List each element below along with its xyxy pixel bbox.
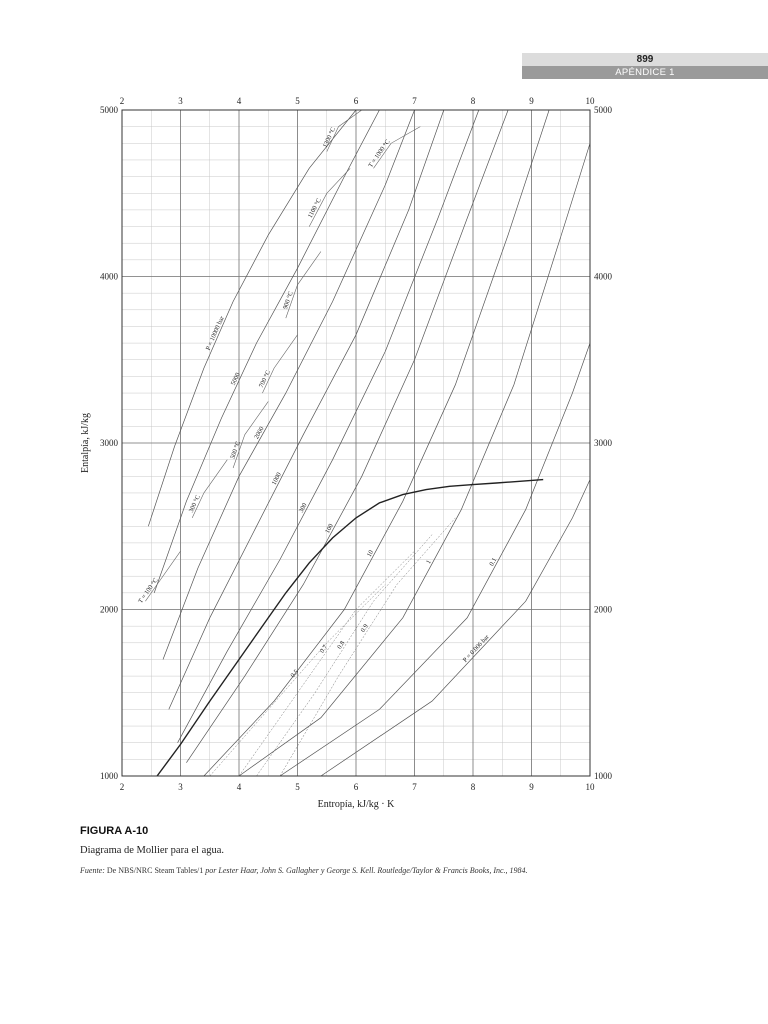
isobar-line <box>154 110 379 593</box>
isotherm-label: 300 °C <box>187 494 202 514</box>
source-prefix: Fuente: <box>80 866 105 875</box>
x-axis-label: Entropía, kJ/kg · K <box>317 799 395 810</box>
x-tick-label-bottom: 7 <box>412 782 417 792</box>
isotherm-label: 700 °C <box>258 369 273 389</box>
isobar-label: 5000 <box>229 371 242 387</box>
y-tick-label-left: 1000 <box>100 771 118 781</box>
x-tick-label-bottom: 4 <box>236 782 242 792</box>
isobar-line <box>148 110 356 526</box>
x-tick-label-top: 9 <box>529 96 534 106</box>
x-tick-label-top: 4 <box>236 96 242 106</box>
isobar-label: P = 0.006 bar <box>461 633 491 664</box>
y-tick-label-left: 3000 <box>100 438 118 448</box>
x-tick-label-bottom: 9 <box>529 782 534 792</box>
isobar-label: 10 <box>365 549 376 559</box>
appendix-section: APÉNDICE 1 <box>522 66 768 79</box>
x-tick-label-bottom: 6 <box>353 782 359 792</box>
y-tick-label-right: 5000 <box>594 105 612 115</box>
quality-label: 0.5 <box>289 668 301 680</box>
y-tick-label-right: 1000 <box>594 771 612 781</box>
quality-label: 0.8 <box>336 639 347 651</box>
isotherm-line <box>262 335 297 393</box>
isobar-label: 2000 <box>253 425 266 441</box>
source-rest: por Lester Haar, John S. Gallagher y George S. Kell. Routledge/Taylor & Francis Books, Inc., 1984. <box>205 866 528 875</box>
y-tick-label-right: 4000 <box>594 271 612 282</box>
isotherm-label: 1100 °C <box>306 197 323 220</box>
figure-source <box>80 866 700 875</box>
figure-caption: Diagrama de Mollier para el agua. <box>80 845 225 856</box>
x-tick-label-bottom: 5 <box>295 782 300 792</box>
isobar-label: 1000 <box>270 471 283 487</box>
x-tick-label-top: 8 <box>470 96 476 106</box>
isotherm-label: T = 100 °C <box>137 576 160 605</box>
y-tick-label-left: 4000 <box>100 271 118 282</box>
saturation-line <box>157 480 543 776</box>
isobar-label: 0.1 <box>488 556 499 568</box>
x-tick-label-bottom: 3 <box>178 782 183 792</box>
figure-label: FIGURA A-10 <box>80 825 149 837</box>
y-tick-label-left: 2000 <box>100 604 118 615</box>
isobar-label: 1 <box>425 558 433 566</box>
x-tick-label-top: 6 <box>353 96 359 106</box>
curve-labels <box>137 126 498 679</box>
isotherm-line <box>233 401 268 468</box>
y-tick-label-right: 2000 <box>594 604 612 615</box>
isobar-line <box>163 110 415 660</box>
y-tick-label-right: 3000 <box>594 438 612 448</box>
source-title: De NBS/NRC Steam Tables/1 <box>106 866 204 875</box>
y-tick-label-left: 5000 <box>100 105 118 115</box>
x-tick-label-top: 2 <box>119 96 125 106</box>
x-tick-label-top: 3 <box>178 96 183 106</box>
x-tick-label-top: 10 <box>585 96 595 106</box>
isobar-label: P = 10000 bar <box>204 315 226 352</box>
isotherm-label: 500 °C <box>229 440 243 460</box>
x-tick-label-top: 7 <box>412 96 417 106</box>
quality-label: 0.7 <box>318 643 330 655</box>
y-axis-label: Entalpía, kJ/kg <box>80 413 91 473</box>
isobar-label: 100 <box>324 522 335 535</box>
x-tick-label-top: 5 <box>295 96 300 106</box>
x-tick-label-bottom: 2 <box>119 782 125 792</box>
x-tick-label-bottom: 8 <box>470 782 476 792</box>
isobar-label: 300 <box>297 502 309 514</box>
page-number: 899 <box>522 53 768 66</box>
isotherm-line <box>286 252 321 319</box>
x-tick-label-bottom: 10 <box>585 782 595 792</box>
isotherm-label: 1300 °C <box>321 126 338 149</box>
quality-line <box>257 535 433 776</box>
isotherm-label: 900 °C <box>282 290 295 311</box>
quality-label: 0.9 <box>359 623 370 634</box>
isotherm-label: T = 1000 °C <box>367 138 392 170</box>
